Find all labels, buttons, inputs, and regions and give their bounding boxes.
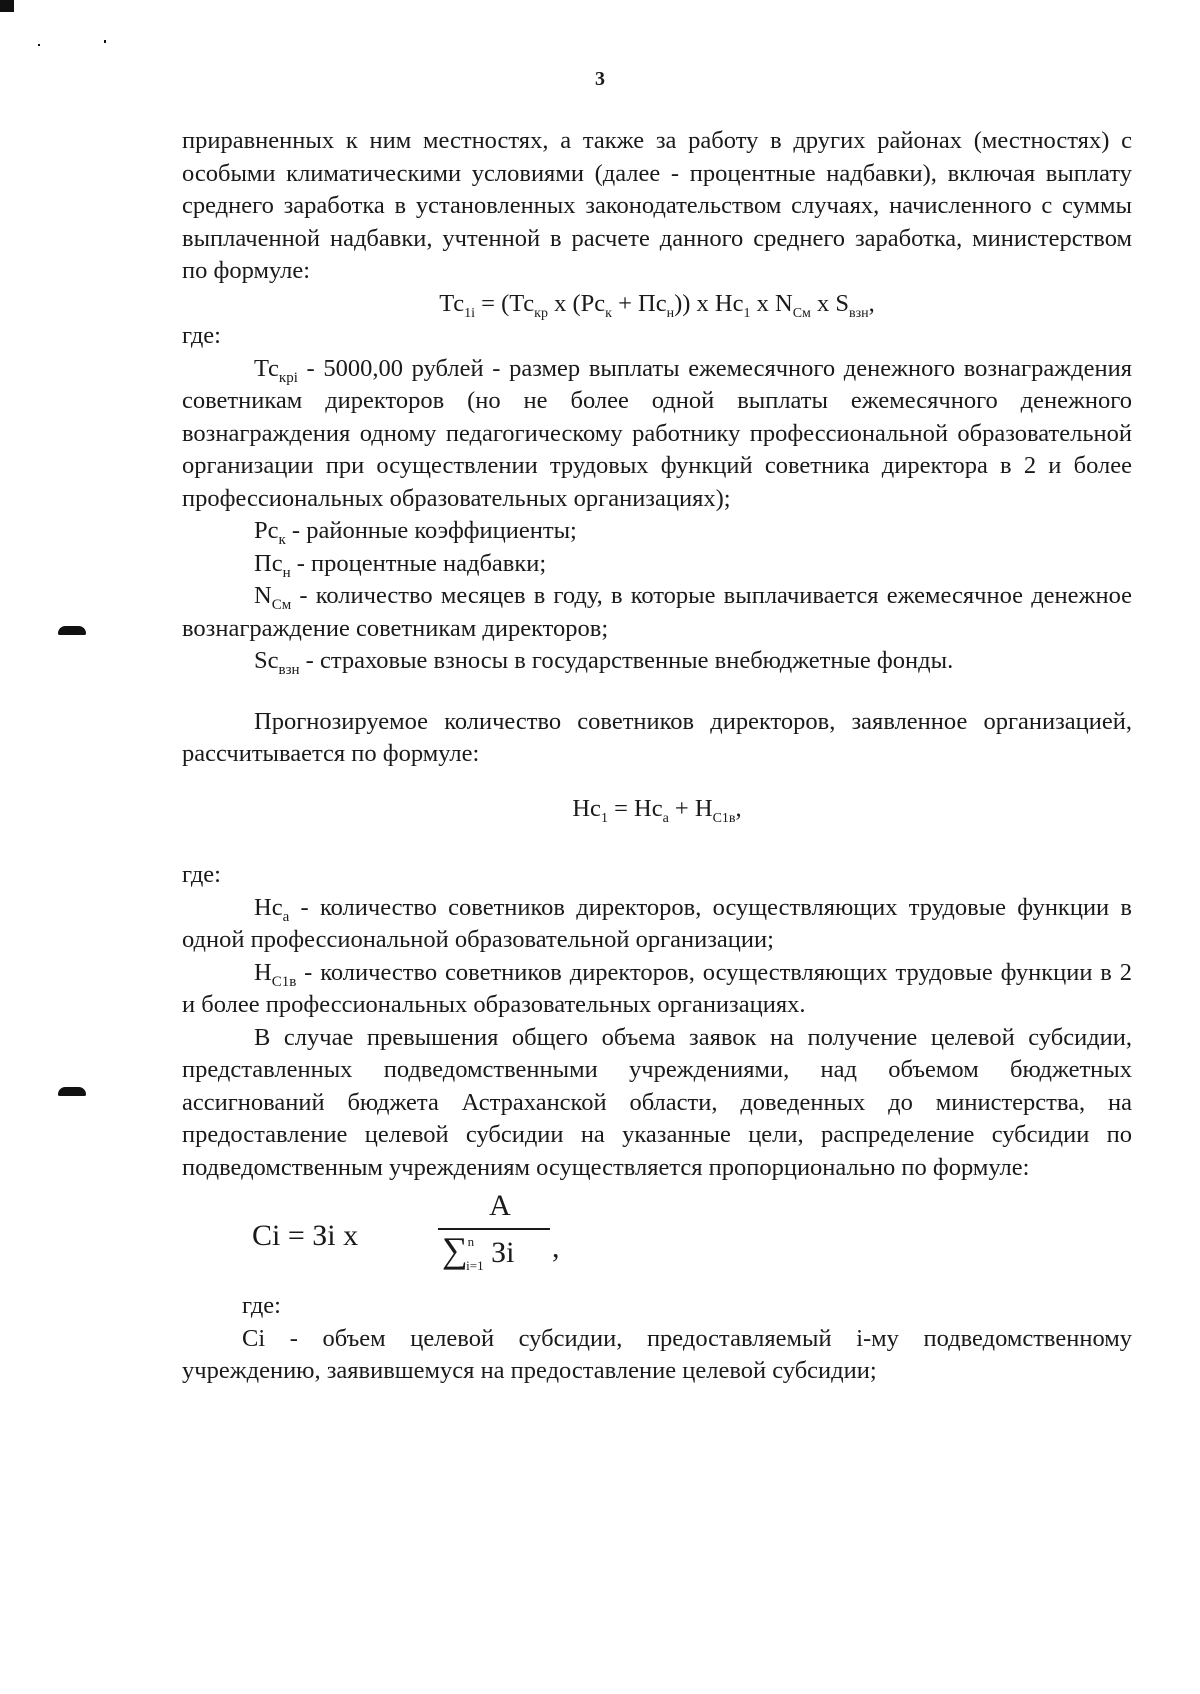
hole-punch-mark (58, 626, 86, 635)
sum-upper-limit: n (467, 1234, 475, 1249)
formula-lhs: Сi = Зi х (252, 1219, 359, 1252)
definition-tc: $Тс_{крi} - 5000,00$ рублей - размер выплаты ежемесячного денежного вознаграждения советникам директоров (но не более одной выплаты ежемесячного денежного вознаграждения одному педагогическому работнику профессиональной образовательной организации при осуществлении трудовых функций советника директора в 2 и более профессиональных образовательных организациях); (182, 354, 1132, 512)
paragraph: В случае превышения общего объема заявок на получение целевой субсидии, представленных подведомственными учреждениями, над объемом бюджетных ассигнований бюджета Астраханской области, доведенных до министерства, на предоставление целевой субсидии на указанные цели, распределение субсидии по подведомственным учреждениям осуществляется пропорционально по формуле: (182, 1023, 1132, 1181)
definition-ncm: $N_{См}$ - количество месяцев в году, в которые выплачивается ежемесячное денежное вознаграждение советникам директоров; (182, 582, 1132, 642)
fraction-numerator: А (489, 1189, 511, 1222)
formula-comma: , (552, 1231, 560, 1264)
definition-pc: $Пс_н$ - процентные надбавки; (254, 549, 547, 581)
scan-mark-top-left (0, 0, 14, 12)
formula-nc1: $Нс_1 = Нс_а + Н_{С1в}$, (572, 794, 742, 826)
definition-nca: $Нс_а$ - количество советников директоров, осуществляющих трудовые функции в одной профессиональной образовательной организации; (182, 893, 1132, 953)
document-body (182, 125, 1132, 1388)
hole-punch-mark (58, 1087, 86, 1096)
where-label: где: (242, 1292, 281, 1319)
where-label: где: (182, 322, 221, 349)
paragraph: приравненных к ним местностях, а также за работу в других районах (местностях) с особыми климатическими условиями (далее - процентные надбавки), включая выплату среднего заработка в установленных законодательством случаях, начисленного с суммы выплаченной надбавки, учтенной в расчете данного среднего заработка, министерством по формуле: (182, 127, 1132, 284)
paragraph: Прогнозируемое количество советников директоров, заявленное организацией, рассчитывается по формуле: (182, 707, 1132, 767)
fraction-denominator (442, 1230, 515, 1275)
formula-ci (252, 1190, 1132, 1290)
scan-dot (38, 44, 40, 46)
page-number: 3 (595, 68, 605, 90)
formula-tc1i: $Тс_{1i} = (Тс_{кр}$ х $(Рс_к + Пс_н)$) х $Нс_1$ х $N_{См}$ х $S_{взн}$, (439, 289, 875, 321)
spacer (182, 678, 1132, 706)
definition-nc1b: $Н_{С1в}$ - количество советников директоров, осуществляющих трудовые функции в 2 и более профессиональных образовательных организациях. (182, 958, 1132, 1018)
sum-term: Зi (491, 1236, 515, 1269)
scan-dot (104, 40, 106, 43)
sum-lower-limit: i=1 (466, 1258, 484, 1273)
definition-rc: $Рс_к$ - районные коэффициенты; (254, 517, 577, 548)
definition-sc: $Sc_{взн}$ - страховые взносы в государственные внебюджетные фонды. (254, 647, 954, 678)
sum-symbol: ∑ (442, 1230, 468, 1270)
where-label: где: (182, 861, 221, 888)
definition-ci: Сi - объем целевой субсидии, предоставляемый i-му подведомственному учреждению, заявившемуся на предоставление целевой субсидии; (182, 1324, 1132, 1384)
